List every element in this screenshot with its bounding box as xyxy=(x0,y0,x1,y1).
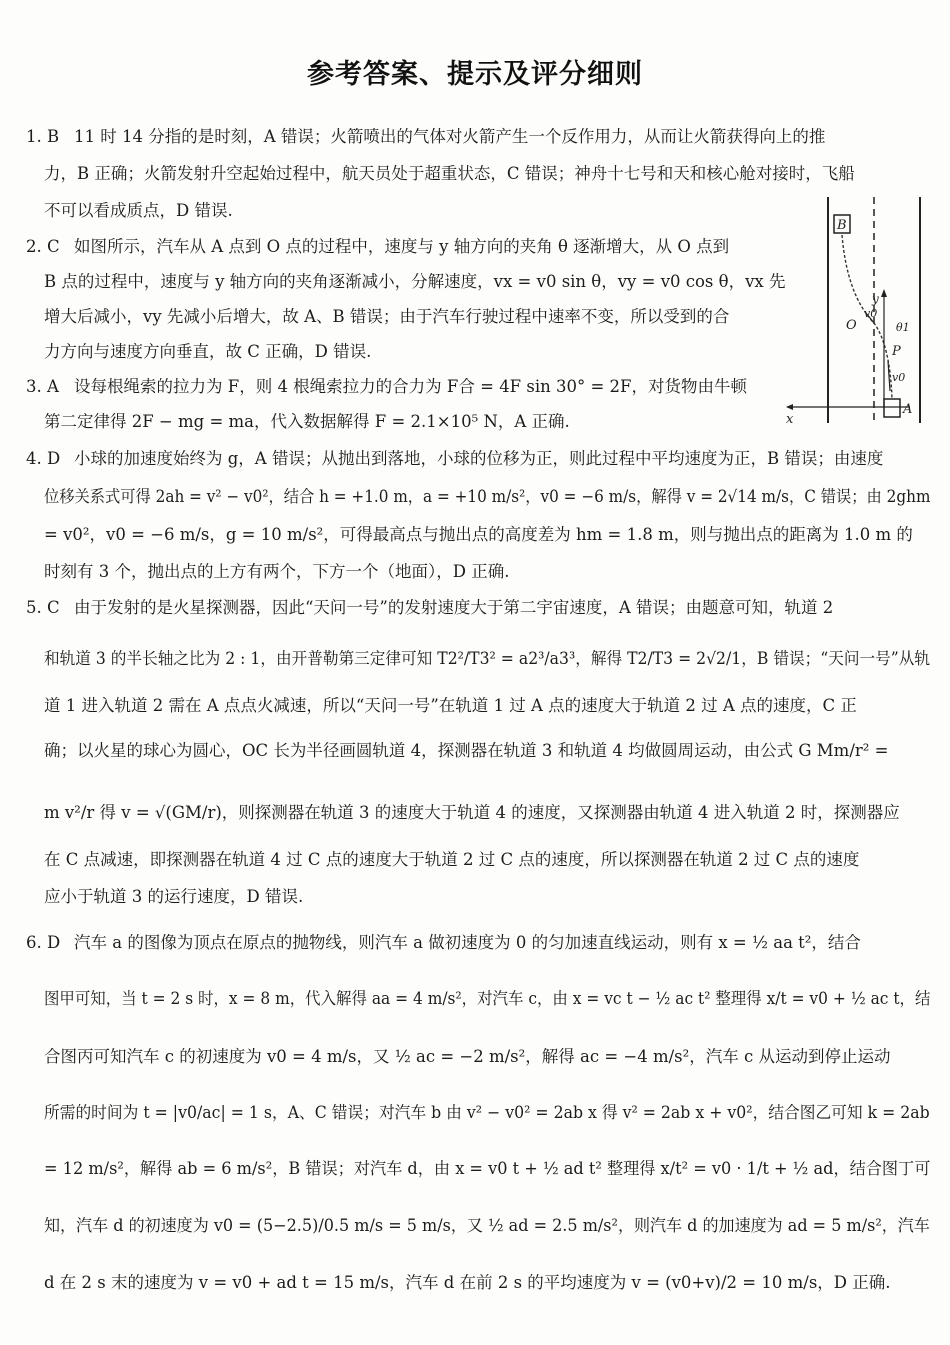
question-line: 确；以火星的球心为圆心，OC 长为半径画圆轨道 4，探测器在轨道 3 和轨道 4 均做圆周运动，由公式 G Mm/r² = xyxy=(44,741,889,760)
label-p: P xyxy=(892,344,901,359)
label-v0-top: v0 xyxy=(864,307,878,320)
question-line: = 12 m/s²，解得 ab = 6 m/s²，B 错误；对汽车 d，由 x = v0 t + ½ ad t² 整理得 x/t² = v0 · 1/t + ½ ad，结合图丁可 xyxy=(44,1159,931,1178)
question-line: 和轨道 3 的半长轴之比为 2 : 1，由开普勒第三定律可知 T2²/T3² = a2³/a3³，解得 T2/T3 = 2√2/1，B 错误；“天问一号”从轨 xyxy=(44,649,931,668)
question-line: 11 时 14 分指的是时刻，A 错误；火箭喷出的气体对火箭产生一个反作用力，从而让火箭获得向上的推 xyxy=(74,127,826,146)
label-v0-bottom: v0 xyxy=(892,371,906,384)
question-line: B 点的过程中，速度与 y 轴方向的夹角逐渐减小，分解速度，vx = v0 sin θ，vy = v0 cos θ，vx 先 xyxy=(44,272,786,291)
question-line: 知，汽车 d 的初速度为 v0 = (5−2.5)/0.5 m/s = 5 m/s，又 ½ ad = 2.5 m/s²，则汽车 d 的加速度为 ad = 5 m/s²，汽车 xyxy=(44,1216,930,1235)
label-b: B xyxy=(837,218,847,233)
question-number: 2. C xyxy=(26,237,60,256)
question-line: 位移关系式可得 2ah = v² − v0²，结合 h = +1.0 m，a = +10 m/s²，v0 = −6 m/s，解得 v = 2√14 m/s，C 错误；由 2ghm xyxy=(44,487,931,506)
question-line: 增大后减小，vy 先减小后增大，故 A、B 错误；由于汽车行驶过程中速率不变，所以受到的合 xyxy=(44,307,730,326)
question-line: 在 C 点减速，即探测器在轨道 4 过 C 点的速度大于轨道 2 过 C 点的速度，所以探测器在轨道 2 过 C 点的速度 xyxy=(44,850,860,869)
page-title: 参考答案、提示及评分细则 xyxy=(307,59,643,90)
question-line: 由于发射的是火星探测器，因此“天问一号”的发射速度大于第二宇宙速度，A 错误；由题意可知，轨道 2 xyxy=(74,598,834,617)
label-y: y xyxy=(872,292,879,306)
question-line: 力方向与速度方向垂直，故 C 正确，D 错误. xyxy=(44,342,372,361)
question-line: = v0²，v0 = −6 m/s，g = 10 m/s²，可得最高点与抛出点的高度差为 hm = 1.8 m，则与抛出点的距离为 1.0 m 的 xyxy=(44,525,913,544)
car-path-figure xyxy=(782,195,924,427)
question-line: 合图丙可知汽车 c 的初速度为 v0 = 4 m/s，又 ½ ac = −2 m/s²，解得 ac = −4 m/s²，汽车 c 从运动到停止运动 xyxy=(44,1047,891,1066)
x-axis-arrow-icon xyxy=(786,404,793,410)
question-line: 道 1 进入轨道 2 需在 A 点点火减速，所以“天问一号”在轨道 1 过 A 点的速度大于轨道 2 过 A 点的速度，C 正 xyxy=(44,696,857,715)
question-line: 所需的时间为 t = |v0/ac| = 1 s，A、C 错误；对汽车 b 由 v² − v0² = 2ab x 得 v² = 2ab x + v0²，结合图乙可知 k = 2ab xyxy=(44,1103,930,1122)
question-line: 时刻有 3 个，抛出点的上方有两个，下方一个（地面），D 正确. xyxy=(44,562,510,581)
question-line: 应小于轨道 3 的运行速度，D 错误. xyxy=(44,887,304,906)
question-line: 汽车 a 的图像为顶点在原点的抛物线，则汽车 a 做初速度为 0 的匀加速直线运动，则有 x = ½ aa t²，结合 xyxy=(74,933,861,952)
label-theta: θ1 xyxy=(896,321,910,334)
question-line: 图甲可知，当 t = 2 s 时，x = 8 m，代入解得 aa = 4 m/s²，对汽车 c，由 x = vc t − ½ ac t² 整理得 x/t = v0 + ½ ac t，结 xyxy=(44,989,931,1008)
point-a-box xyxy=(884,399,900,417)
y-axis-arrow-icon xyxy=(881,289,887,297)
question-number: 6. D xyxy=(26,933,61,952)
question-line: 第二定律得 2F − mg = ma，代入数据解得 F = 2.1×10⁵ N，A 正确. xyxy=(44,412,570,431)
question-line: d 在 2 s 末的速度为 v = v0 + ad t = 15 m/s，汽车 d 在前 2 s 的平均速度为 v = (v0+v)/2 = 10 m/s，D 正确. xyxy=(44,1273,891,1292)
question-line: m v²/r 得 v = √(GM/r)，则探测器在轨道 3 的速度大于轨道 4 的速度，又探测器由轨道 4 进入轨道 2 时，探测器应 xyxy=(44,803,900,822)
label-x: x xyxy=(786,412,794,427)
question-number: 1. B xyxy=(26,127,60,146)
label-o: O xyxy=(846,318,857,333)
question-line: 不可以看成质点，D 错误. xyxy=(44,201,233,220)
question-line: 力，B 正确；火箭发射升空起始过程中，航天员处于超重状态，C 错误；神舟十七号和天和核心舱对接时，飞船 xyxy=(44,164,855,183)
label-a: A xyxy=(903,402,913,417)
question-number: 3. A xyxy=(26,377,59,396)
question-line: 小球的加速度始终为 g，A 错误；从抛出到落地，小球的位移为正，则此过程中平均速度为正，B 错误；由速度 xyxy=(74,449,884,468)
question-line: 如图所示，汽车从 A 点到 O 点的过程中，速度与 y 轴方向的夹角 θ 逐渐增大，从 O 点到 xyxy=(74,237,730,256)
question-number: 4. D xyxy=(26,449,61,468)
question-number: 5. C xyxy=(26,598,60,617)
question-line: 设每根绳索的拉力为 F，则 4 根绳索拉力的合力为 F合 = 4F sin 30° = 2F，对货物由牛顿 xyxy=(74,377,748,396)
